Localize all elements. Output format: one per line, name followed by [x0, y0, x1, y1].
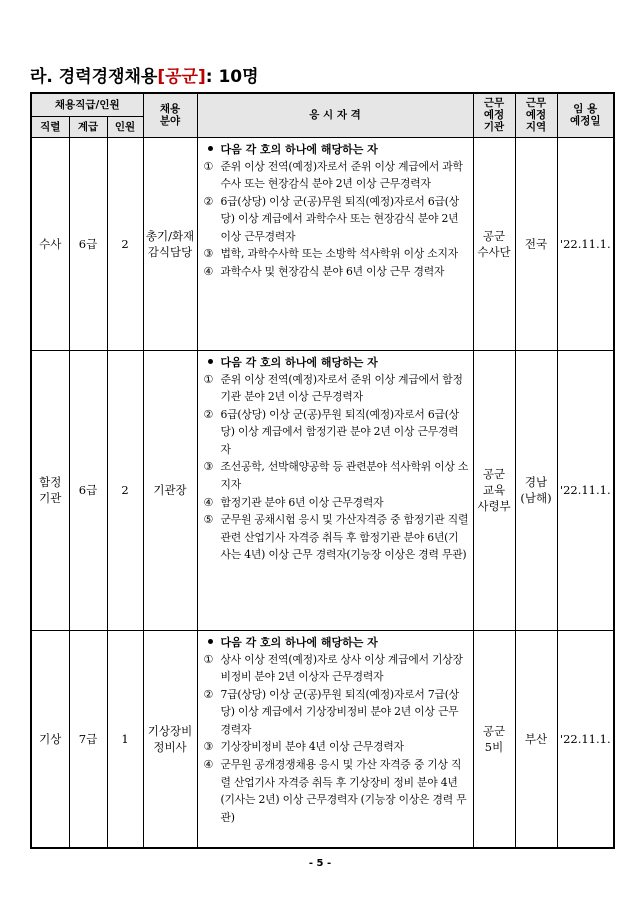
- qualification-heading: 다음 각 호의 하나에 해당하는 자: [202, 141, 469, 158]
- row-qualification: [197, 630, 473, 848]
- header-position-group: 채용직급/인원: [31, 93, 143, 116]
- row-region: 전국: [515, 137, 557, 350]
- qualification-item: ③ 조선공학, 선박해양공학 등 관련분야 석사학위 이상 소지자: [203, 460, 469, 492]
- header-job: 직렬: [31, 116, 69, 137]
- row-qualification: [197, 350, 473, 630]
- row-job: 기상: [31, 630, 69, 848]
- section-title: [30, 62, 259, 87]
- row-agency: 공군 수사단: [473, 137, 515, 350]
- qualification-item: ⑤ 군무원 공채시험 응시 및 가산자격증 중 함정기관 직렬 관련 산업기사 자격증 취득 후 함정기관 분야 6년(기사는 4년) 이상 근무 경력자(기능장 이상은 경력 무관): [203, 513, 469, 562]
- qualification-item: ② 6급(상당) 이상 군(공)무원 퇴직(예정)자로서 6급(상당) 이상 계급에서 과학수사 또는 현장감식 분야 2년 이상 근무경력자: [203, 194, 460, 243]
- row-date: '22.11.1.: [557, 350, 614, 630]
- section-title-highlight: [공군]: [157, 67, 206, 87]
- bullet-icon: [208, 359, 213, 364]
- row-job: 수사: [31, 137, 69, 350]
- qualification-item: ① 준위 이상 전역(예정)자로서 준위 이상 계급에서 과학수사 또는 현장감식 분야 2년 이상 근무경력자: [203, 159, 463, 191]
- bullet-icon: [208, 146, 213, 151]
- qualification-item: ④ 군무원 공개경쟁채용 응시 및 가산 자격증 중 기상 직렬 산업기사 자격증 취득 후 기상장비 정비 분야 4년(기사는 2년) 이상 근무경력자 (기능장 이상은 경력 무관): [203, 758, 467, 824]
- section-title-suffix: : 10명: [205, 67, 259, 87]
- qualification-item: ④ 함정기관 분야 6년 이상 근무경력자: [203, 495, 384, 509]
- bullet-icon: [208, 639, 213, 644]
- qualification-item: ① 준위 이상 전역(예정)자로서 준위 이상 계급에서 함정기관 분야 2년 이상 근무경력자: [203, 372, 463, 404]
- header-count: 인원: [107, 116, 143, 137]
- header-agency: 근무 예정 기관: [473, 93, 515, 137]
- qualification-item: ① 상사 이상 전역(예정)자로 상사 이상 계급에서 기상장비정비 분야 2년 이상자 근무경력자: [203, 652, 463, 684]
- row-field: 총기/화재 감식담당: [143, 137, 197, 350]
- row-grade: 6급: [69, 137, 107, 350]
- row-agency: 공군 교육 사령부: [473, 350, 515, 630]
- row-date: '22.11.1.: [557, 630, 614, 848]
- row-region: 경남 (남해): [515, 350, 557, 630]
- qualification-item: ④ 과학수사 및 현장감식 분야 6년 이상 근무 경력자: [203, 265, 445, 279]
- header-field: 채용 분야: [143, 93, 197, 137]
- row-agency: 공군 5비: [473, 630, 515, 848]
- header-region: 근무 예정 지역: [515, 93, 557, 137]
- row-grade: 6급: [69, 350, 107, 630]
- header-date: 임 용 예정일: [557, 93, 614, 137]
- row-count: 1: [107, 630, 143, 848]
- row-field: 기상장비 정비사: [143, 630, 197, 848]
- table-row: [31, 137, 614, 350]
- qualification-heading: 다음 각 호의 하나에 해당하는 자: [202, 354, 469, 371]
- qualification-item: ③ 법학, 과학수사학 또는 소방학 석사학위 이상 소지자: [203, 247, 458, 261]
- qualification-item: ② 7급(상당) 이상 군(공)무원 퇴직(예정)자로서 7급(상당) 이상 계급에서 기상장비정비 분야 2년 이상 근무경력자: [203, 687, 460, 736]
- row-count: 2: [107, 350, 143, 630]
- row-date: '22.11.1.: [557, 137, 614, 350]
- header-grade: 계급: [69, 116, 107, 137]
- row-qualification: [197, 137, 473, 350]
- row-field: 기관장: [143, 350, 197, 630]
- qualification-item: ② 6급(상당) 이상 군(공)무원 퇴직(예정)자로서 6급(상당) 이상 계급에서 함정기관 분야 2년 이상 근무경력자: [203, 407, 460, 456]
- table-row: [31, 350, 614, 630]
- qualification-heading: 다음 각 호의 하나에 해당하는 자: [202, 634, 469, 651]
- row-grade: 7급: [69, 630, 107, 848]
- header-qualification: 응 시 자 격: [197, 93, 473, 137]
- row-job: 함정 기관: [31, 350, 69, 630]
- row-count: 2: [107, 137, 143, 350]
- table-row: [31, 630, 614, 848]
- qualification-item: ③ 기상장비정비 분야 4년 이상 근무경력자: [203, 740, 404, 754]
- row-region: 부산: [515, 630, 557, 848]
- recruitment-table: [30, 92, 615, 849]
- section-title-prefix: 라. 경력경쟁채용: [30, 67, 158, 87]
- page-number: - 5 -: [308, 858, 332, 869]
